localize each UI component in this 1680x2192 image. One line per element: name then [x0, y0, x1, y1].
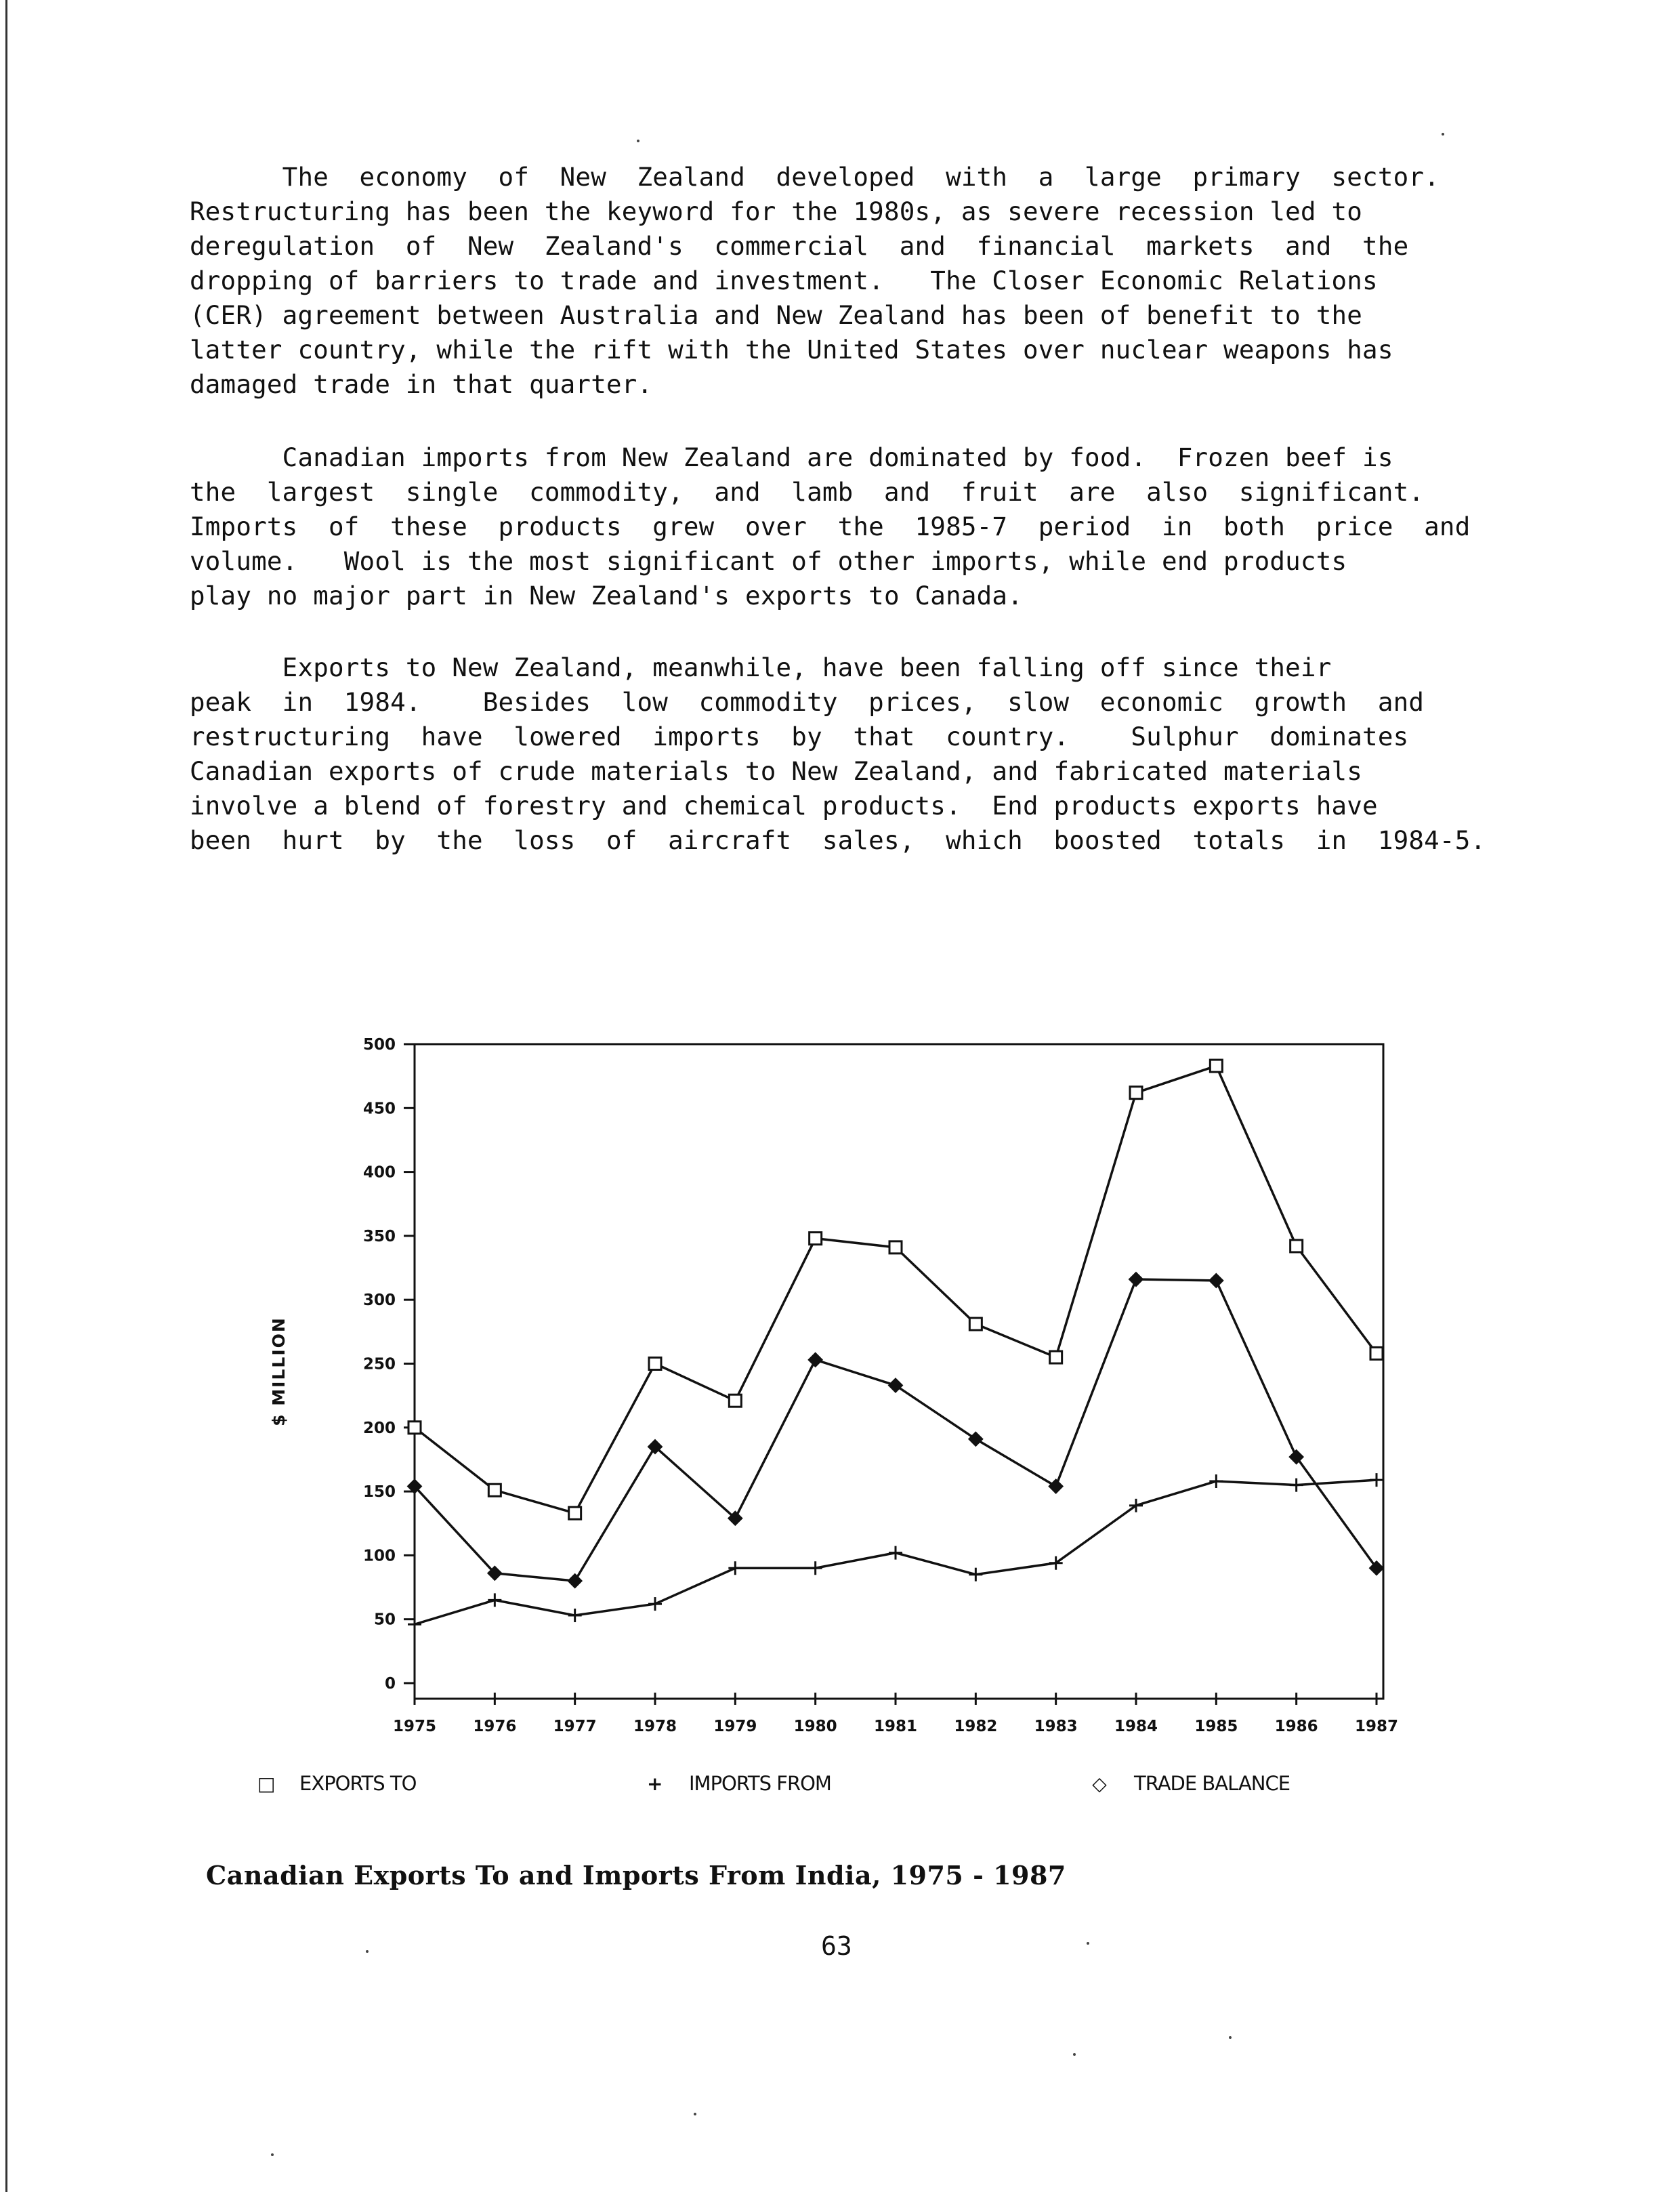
series-lines: [415, 1066, 1377, 1624]
y-tick-label: 150: [362, 1483, 396, 1502]
x-tick-label: 1975: [392, 1718, 437, 1735]
x-tick-label: 1983: [1034, 1718, 1078, 1735]
plus-marker-icon: +: [647, 1772, 663, 1795]
x-tick-label: 1980: [793, 1718, 837, 1735]
data-point-plus: [488, 1593, 501, 1607]
data-point-square: [1130, 1087, 1142, 1099]
data-point-plus: [648, 1597, 662, 1611]
data-point-square: [1050, 1351, 1062, 1363]
x-tick-label: 1987: [1354, 1718, 1399, 1735]
legend-label-imports: IMPORTS FROM: [689, 1772, 831, 1795]
y-axis-label: $ MILLION: [269, 1317, 289, 1426]
legend-label-exports: EXPORTS TO: [299, 1772, 417, 1795]
y-tick-label: 450: [362, 1100, 396, 1118]
data-point-diamond: [1049, 1480, 1063, 1493]
series-line-2: [415, 1279, 1377, 1581]
data-point-square: [488, 1484, 501, 1496]
data-point-square: [729, 1394, 741, 1407]
paragraph-line: Canadian imports from New Zealand are dominated by food. Frozen beef is: [190, 442, 1393, 472]
data-point-square: [889, 1241, 902, 1254]
scan-speck: [1073, 2053, 1076, 2056]
paragraph-line: damaged trade in that quarter.: [190, 369, 653, 399]
paragraph-line: dropping of barriers to trade and investment. The Closer Economic Relations: [190, 266, 1378, 295]
data-point-square: [649, 1358, 661, 1370]
data-point-diamond: [969, 1432, 982, 1446]
data-point-diamond: [1209, 1274, 1223, 1287]
data-point-plus: [809, 1561, 822, 1575]
series-markers: [408, 1060, 1383, 1631]
data-point-plus: [1370, 1473, 1383, 1487]
paragraph-line: Canadian exports of crude materials to New Zealand, and fabricated materials: [190, 756, 1363, 786]
data-point-square: [969, 1318, 982, 1330]
y-tick-label: 400: [362, 1163, 396, 1182]
paragraph-line: restructuring have lowered imports by that country. Sulphur dominates: [190, 722, 1409, 751]
x-tick-label: 1986: [1274, 1718, 1318, 1735]
data-point-square: [810, 1233, 822, 1245]
y-tick-label: 0: [384, 1675, 396, 1693]
paragraph-line: been hurt by the loss of aircraft sales, which boosted totals in 1984-5.: [190, 825, 1486, 855]
y-tick-label: 200: [362, 1419, 396, 1437]
paragraph-line: the largest single commodity, and lamb and fruit are also significant.: [190, 477, 1425, 507]
figure-caption: Canadian Exports To and Imports From India, 1975 - 1987: [206, 1860, 1066, 1890]
plot-frame: [415, 1044, 1383, 1699]
paragraph-line: Imports of these products grew over the 1985-7 period in both price and: [190, 512, 1471, 541]
paragraph-line: deregulation of New Zealand's commercial and financial markets and the: [190, 231, 1409, 261]
paragraph-line: play no major part in New Zealand's exports to Canada.: [190, 581, 1023, 611]
x-tick-label: 1978: [633, 1718, 677, 1735]
data-point-diamond: [809, 1353, 822, 1367]
data-point-diamond: [1129, 1273, 1143, 1286]
data-point-plus: [568, 1609, 582, 1622]
x-tick-label: 1977: [553, 1718, 597, 1735]
x-tick-label: 1985: [1194, 1718, 1238, 1735]
y-tick-label: 300: [362, 1291, 396, 1310]
scan-speck: [1087, 1942, 1089, 1945]
scan-speck: [1229, 2036, 1232, 2039]
data-point-plus: [1290, 1478, 1303, 1492]
y-tick-label: 250: [362, 1355, 396, 1373]
paragraph-line: (CER) agreement between Australia and New Zealand has been of benefit to the: [190, 300, 1363, 330]
data-point-diamond: [889, 1379, 902, 1392]
paragraph-line: Exports to New Zealand, meanwhile, have been falling off since their: [190, 653, 1332, 682]
scan-speck: [1442, 133, 1444, 136]
data-point-plus: [728, 1561, 742, 1575]
legend-label-trade-balance: TRADE BALANCE: [1134, 1772, 1290, 1795]
scan-speck: [271, 2153, 274, 2156]
data-point-square: [1210, 1060, 1222, 1072]
paragraph-line: peak in 1984. Besides low commodity prices, slow economic growth and: [190, 687, 1425, 717]
data-point-square: [569, 1507, 581, 1519]
series-line-0: [415, 1066, 1377, 1513]
x-tick-label: 1984: [1114, 1718, 1158, 1735]
legend-item-exports: [257, 1772, 416, 1795]
y-tick-label: 350: [362, 1227, 396, 1245]
x-tick-label: 1979: [713, 1718, 757, 1735]
x-tick-label: 1976: [473, 1718, 517, 1735]
data-point-square: [1370, 1347, 1383, 1359]
paragraph-line: latter country, while the rift with the United States over nuclear weapons has: [190, 335, 1393, 365]
paragraph-line: involve a blend of forestry and chemical products. End products exports have: [190, 791, 1378, 821]
x-tick-label: 1981: [873, 1718, 918, 1735]
data-point-plus: [1209, 1474, 1223, 1488]
paragraph-line: The economy of New Zealand developed with a large primary sector.: [190, 162, 1440, 192]
scan-speck: [694, 2113, 696, 2115]
data-point-plus: [889, 1546, 902, 1560]
data-point-square: [1290, 1240, 1303, 1252]
y-tick-label: 50: [373, 1611, 396, 1629]
y-tick-label: 500: [362, 1036, 396, 1054]
axis-ticks: [363, 1036, 1398, 1735]
legend-item-imports: [647, 1772, 831, 1795]
square-marker-icon: □: [257, 1772, 276, 1795]
diamond-marker-icon: ◇: [1092, 1772, 1107, 1795]
data-point-plus: [969, 1568, 982, 1581]
paragraph-line: volume. Wool is the most significant of other imports, while end products: [190, 546, 1347, 576]
data-point-diamond: [568, 1574, 582, 1588]
paragraph-line: Restructuring has been the keyword for the 1980s, as severe recession led to: [190, 197, 1363, 226]
scan-speck: [637, 140, 639, 142]
data-point-square: [408, 1422, 421, 1434]
legend-item-trade-balance: [1092, 1772, 1290, 1795]
y-tick-label: 100: [362, 1547, 396, 1565]
page-number: 63: [821, 1931, 852, 1961]
x-tick-label: 1982: [954, 1718, 998, 1735]
scan-speck: [366, 1950, 369, 1953]
